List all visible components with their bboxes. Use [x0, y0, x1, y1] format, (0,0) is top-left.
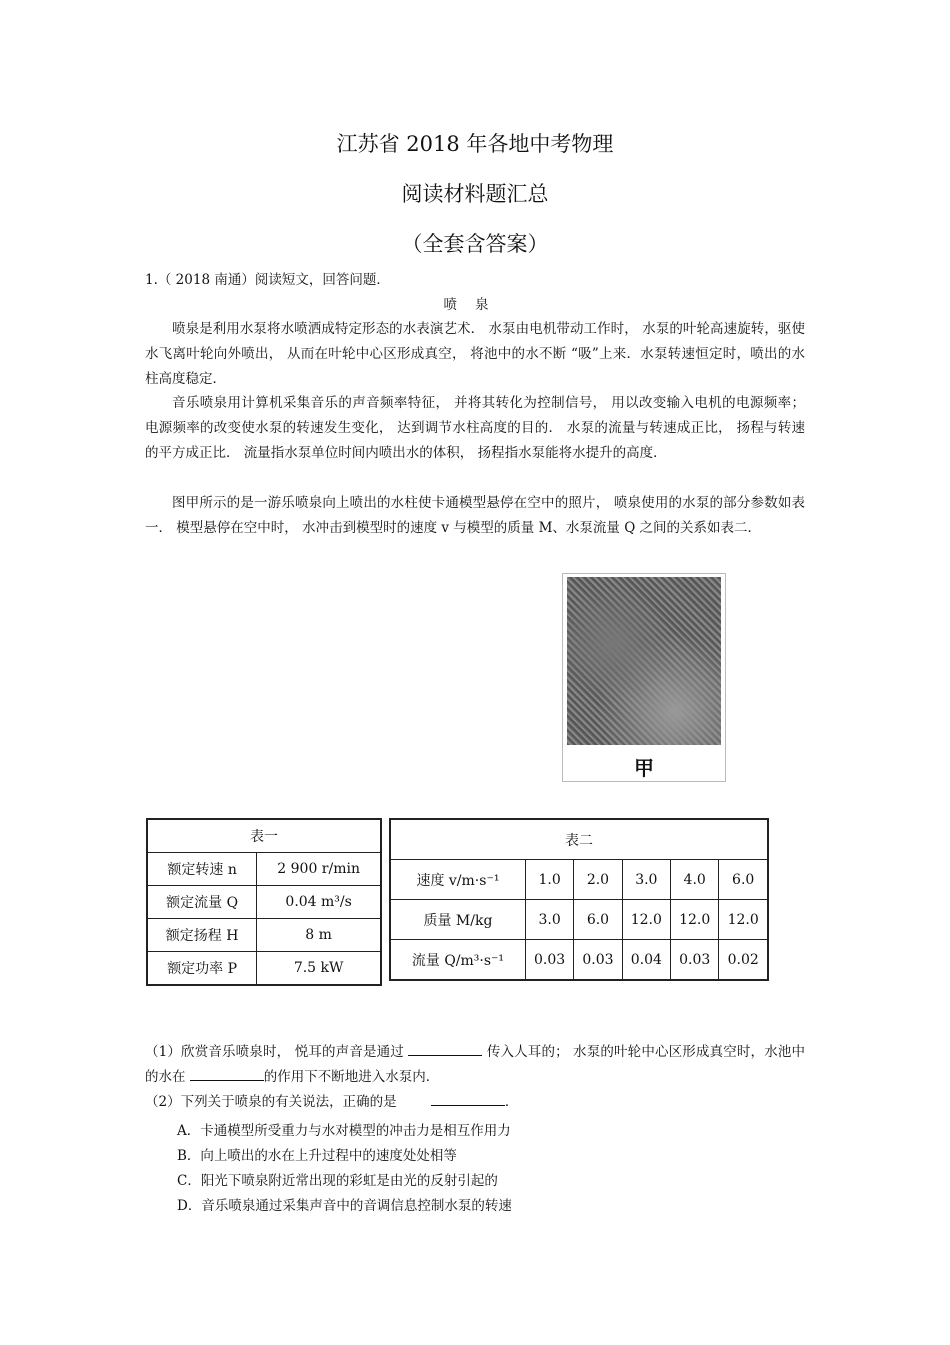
- table-cell: 0.03: [671, 940, 719, 981]
- table-cell: 2.0: [574, 860, 622, 900]
- article-subtitle: 喷泉: [443, 297, 507, 313]
- table-cell: 1.0: [525, 860, 573, 900]
- table-cell: 额定流量 Q: [147, 886, 257, 919]
- table-row: [390, 900, 768, 940]
- table-cell: 2 900 r/min: [257, 853, 381, 886]
- photo-caption: 甲: [634, 756, 654, 780]
- table-cell: 0.02: [719, 940, 768, 981]
- table-cell: 0.03: [574, 940, 622, 981]
- paragraph-1: 喷泉是利用水泵将水喷洒成特定形态的水表演艺术． 水泵由电机带动工作时， 水泵的叶轮高速旋转，驱使水飞离叶轮向外喷出， 从而在叶轮中心区形成真空， 将池中的水不断 “吸”上来．水泵转速恒定时，喷出的水柱高度稳定．: [145, 321, 805, 387]
- table-1-title: 表一: [147, 819, 381, 853]
- sub-question-1: （1）欣赏音乐喷泉时， 悦耳的声音是通过 传入人耳的； 水泵的叶轮中心区形成真空时，水池中的水在 的作用下不断地进入水泵内．: [145, 1040, 805, 1090]
- paragraph-2: 音乐喷泉用计算机采集音乐的声音频率特征， 并将其转化为控制信号， 用以改变输入电机的电源频率； 电源频率的改变使水泵的转速发生变化， 达到调节水柱高度的目的． 水泵的流量与转速成正比， 扬程与转速的平方成正比． 流量指水泵单位时间内喷出水的体积， 扬程指水泵能将水提升的高度．: [145, 395, 805, 461]
- answer-blank-3[interactable]: [431, 1091, 505, 1106]
- table-cell: 12.0: [622, 900, 670, 940]
- doc-title-line2: 阅读材料题汇总: [401, 182, 549, 206]
- fountain-photo: [562, 573, 726, 782]
- answer-blank-2[interactable]: [190, 1066, 264, 1081]
- answer-blank-1[interactable]: [408, 1041, 482, 1056]
- table-2-title: 表二: [390, 819, 768, 860]
- table-cell: 3.0: [622, 860, 670, 900]
- table-cell: 7.5 kW: [257, 952, 381, 986]
- doc-title-line3: （全套含答案）: [401, 232, 549, 256]
- table-cell: 0.03: [525, 940, 573, 981]
- table-cell: 6.0: [719, 860, 768, 900]
- table-cell: 12.0: [719, 900, 768, 940]
- paragraph-3: 图甲所示的是一游乐喷泉向上喷出的水柱使卡通模型悬停在空中的照片， 喷泉使用的水泵的部分参数如表一． 模型悬停在空中时， 水冲击到模型时的速度 v 与模型的质量 M、水泵流量 Q 之间的关系如表二．: [145, 495, 805, 536]
- question-heading: 1.（ 2018 南通）阅读短文，回答问题．: [145, 272, 390, 288]
- table-cell: 质量 M/kg: [390, 900, 525, 940]
- table-cell: 速度 v/m·s⁻¹: [390, 860, 525, 900]
- table-cell: 0.04 m³/s: [257, 886, 381, 919]
- table-cell: 6.0: [574, 900, 622, 940]
- sub-question-2: （2）下列关于喷泉的有关说法，正确的是 ．: [145, 1090, 805, 1115]
- table-row: [147, 952, 381, 986]
- table-cell: 额定转速 n: [147, 853, 257, 886]
- table-cell: 0.04: [622, 940, 670, 981]
- table-row: [390, 860, 768, 900]
- table-row: [147, 886, 381, 919]
- table-row: [147, 853, 381, 886]
- option-a: A．卡通模型所受重力与水对模型的冲击力是相互作用力: [177, 1123, 511, 1139]
- table-cell: 8 m: [257, 919, 381, 952]
- table-cell: 3.0: [525, 900, 573, 940]
- table-cell: 额定功率 P: [147, 952, 257, 986]
- option-b: B．向上喷出的水在上升过程中的速度处处相等: [177, 1148, 457, 1164]
- table-cell: 4.0: [671, 860, 719, 900]
- table-2: [389, 818, 769, 981]
- table-cell: 流量 Q/m³·s⁻¹: [390, 940, 525, 981]
- doc-title-line1: 江苏省 2018 年各地中考物理: [336, 132, 614, 156]
- table-row: [390, 940, 768, 981]
- table-1: [146, 818, 382, 986]
- table-cell: 12.0: [671, 900, 719, 940]
- option-d: D．音乐喷泉通过采集声音中的音调信息控制水泵的转速: [177, 1198, 512, 1214]
- option-c: C．阳光下喷泉附近常出现的彩虹是由光的反射引起的: [177, 1173, 498, 1189]
- table-row: [147, 919, 381, 952]
- fountain-photo-image: [567, 577, 721, 745]
- table-cell: 额定扬程 H: [147, 919, 257, 952]
